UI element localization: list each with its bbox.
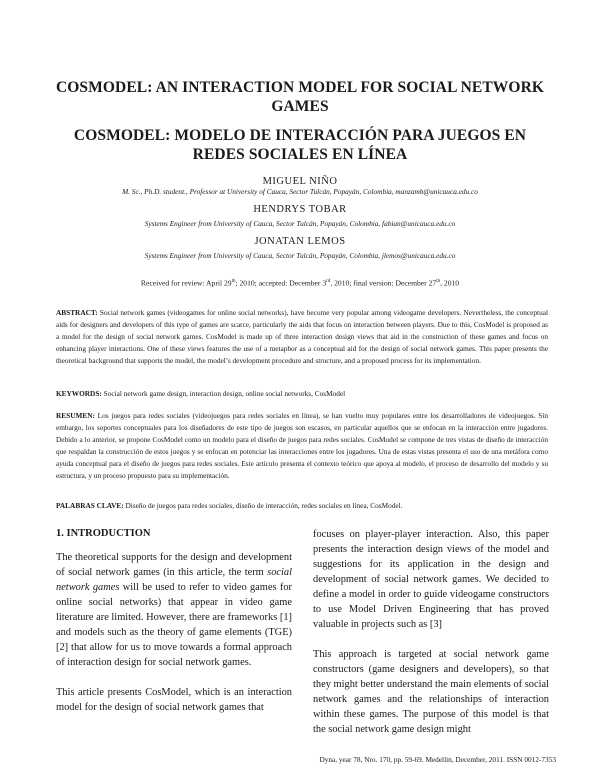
palabras-clave-text: Diseño de juegos para redes sociales, diseño de interacción, redes sociales en línea, CosModel. <box>125 501 403 510</box>
keywords-text: Social network game design, interaction design, online social networks, CosModel <box>103 389 346 398</box>
keywords-label: KEYWORDS: <box>56 389 102 398</box>
resumen <box>56 410 548 482</box>
author-name-2: HENDRYS TOBAR <box>253 204 347 215</box>
intro-right-paragraph-1: focuses on player-player interaction. Also, this paper presents the interaction design views of the model and suggestions for its application in the design and development of social network games. We decided to define a model in order to guide videogame constructors to use Model Driven Engineering that has proved valuable in projects such as [3] <box>313 529 549 630</box>
author-affiliation-2: Systems Engineer from University of Cauca, Sector Tulcán, Popayán, Colombia, fabian@unicauca.edu.co <box>144 219 456 228</box>
resumen-label: RESUMEN: <box>56 411 95 420</box>
intro-paragraph-2: This article presents CosModel, which is an interaction model for the design of social network games that <box>56 687 292 713</box>
intro-p1-part-b: will be used to refer to video games for online social networks) that appear in video game literature are limited. However, there are frameworks [1] and models such as the theory of game elements (TGE) [2] that allow for us to move towards a formal approach of interaction design for social network games. <box>56 582 292 668</box>
received-prefix: Received for review: April 29 <box>140 278 232 288</box>
received-final: , 2010; final version: December 27 <box>330 278 437 288</box>
page-footer: Dyna, year 78, Nro. 170, pp. 59-69. Medellin, December, 2011. ISSN 0012-7353 <box>319 755 556 764</box>
intro-right-paragraph-2: This approach is targeted at social network game constructors (game designers and developers), so that they might better understand the main elements of social network games and the relationships of interaction within these games. The purpose of this model is that the social network game design might <box>313 649 549 735</box>
intro-p1-part-a: The theoretical supports for the design and development of social network games (in this article, the term <box>56 552 292 578</box>
title-english-line2: GAMES <box>271 98 329 115</box>
title-spanish-line1: COSMODEL: MODELO DE INTERACCIÓN PARA JUEGOS EN <box>73 127 527 144</box>
received-suffix: , 2010 <box>440 278 460 288</box>
title-english <box>40 78 560 116</box>
received-dates <box>30 277 570 289</box>
right-column <box>313 527 549 737</box>
palabras-clave-label: PALABRAS CLAVE: <box>56 501 124 510</box>
abstract-label: ABSTRACT: <box>56 308 98 317</box>
received-sup-3: th <box>436 279 441 284</box>
received-sup-2: rd <box>326 279 331 284</box>
intro-paragraph-1 <box>56 550 292 670</box>
keywords <box>56 388 548 400</box>
section-heading-introduction: 1. INTRODUCTION <box>56 528 151 539</box>
author-affiliation-3: Systems Engineer from University of Cauca, Sector Tulcán, Popayán, Colombia, jlemos@unicauca.edu.co <box>144 251 456 260</box>
title-spanish <box>40 126 560 164</box>
palabras-clave <box>56 500 548 512</box>
intro-p1-italic-term: social network games <box>56 567 292 593</box>
author-affiliation-1: M. Sc., Ph.D. student., Professor at University of Cauca, Sector Tulcán, Popayán, Colombia, manzamb@unicauca.edu.co <box>122 187 478 196</box>
author-name-1: MIGUEL NIÑO <box>262 176 338 187</box>
author-name-3: JONATAN LEMOS <box>254 236 346 247</box>
received-sup-1: th <box>231 279 236 284</box>
received-accepted: ; 2010; accepted: December 3 <box>235 278 327 288</box>
resumen-text: Los juegos para redes sociales (videojuegos para redes sociales en línea), se han vuelto muy populares entre los desarrolladores de videojuegos. Sin embargo, los soportes conceptuales para los diseñadores de este tipo de juegos son escasos, en particular aquellos que se enfocan en la interacción entre jugadores. Debido a lo anterior, se propone CosModel como un modelo para el diseño de juegos para redes sociales. CosModel se compone de tres vistas de diseño de interacción que respaldan la construcción de estos juegos y se enfocan en potenciar las interacciones entre los jugadores. Una de estas vistas presenta el uso de una metáfora como ayuda conceptual para el diseño de juegos para redes sociales. Este artículo presenta el contexto teórico que apoya al modelo, el proceso de desarrollo del modelo y su estructura, y un proceso propuesto para su implementación. <box>56 411 548 480</box>
abstract <box>56 307 548 367</box>
title-spanish-line2: REDES SOCIALES EN LÍNEA <box>192 146 408 163</box>
abstract-text: Social network games (videogames for online social networks), have become very popular among videogame developers. Nevertheless, the conceptual aids for designers and developers of this type of games are scarce, particularly the aids that focus on interaction between players. Due to this, CosModel is proposed as a model for the design of social network games. CosModel is made up of three interaction design views that aid in the construction of these games and focus on enhancing player interactions. One of these views features the use of a metaphor as a conceptual aid for the design of social network games. This paper presents the theoretical background that supports the model, the model’s development procedure and structure, and a proposed process for its implementation. <box>56 308 548 365</box>
title-english-line1: COSMODEL: AN INTERACTION MODEL FOR SOCIAL NETWORK <box>55 79 545 96</box>
left-column <box>56 550 292 715</box>
